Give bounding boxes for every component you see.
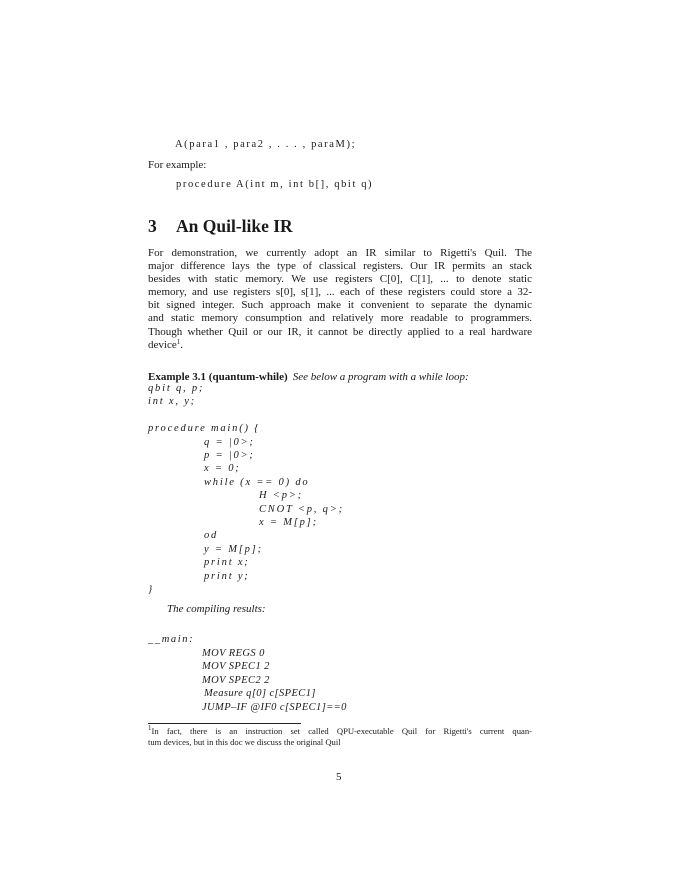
section-title: An Quil-like IR [176,216,293,236]
footnote-marker: 1 [148,724,152,732]
example-header [148,365,469,384]
footnote-ref[interactable]: 1 [176,337,181,346]
paragraph-line: Though whether Quil or our IR, it cannot be directly applied to a real hardware [148,325,532,338]
footnote [148,726,532,748]
code-line: procedure main() { [148,423,261,435]
code-line: print y; [204,570,250,582]
page-number: 5 [336,771,342,783]
code-line: x = 0; [204,463,241,475]
code-line: y = M[p]; [204,543,263,555]
footnote-line [148,726,532,737]
code-line: int x, y; [148,396,196,408]
paragraph-line: device [148,338,177,351]
paragraph-end: . [180,338,183,351]
code-line: od [204,530,219,542]
code-line: print x; [204,557,250,569]
example-label: Example 3.1 (quantum-while) [148,371,288,383]
footnote-rule [148,723,301,724]
paragraph-line: For demonstration, we currently adopt an IR similar to Rigetti's Quil. The [148,247,532,259]
compiled-line: MOV SPEC1 2 [202,661,270,673]
code-line: H <p>; [259,490,303,502]
section-number: 3 [148,216,157,236]
compiled-label: __main: [148,634,195,645]
procedure-example-line: procedure A(int m, int b[], qbit q) [176,179,374,190]
example-description: See below a program with a while loop: [292,371,469,383]
paragraph-line: bit signed integer. Such approach make it convenient to separate the dynamic [148,299,532,312]
code-line: } [148,584,154,595]
paragraph-line: memory, and use registers s[0], s[1], ... each of these registers could store a 32- [148,286,532,299]
compiled-line: Measure q[0] c[SPEC1] [204,688,316,700]
example-intro-label: For example: [148,159,207,171]
code-line: x = M[p]; [259,517,318,528]
paragraph-line: besides with static memory. We use registers C[0], C[1], ... to denote static [148,273,532,286]
paragraph-last-line [148,339,532,352]
compiled-line: MOV SPEC2 2 [202,674,270,686]
paragraph-line: and static memory consumption and relatively more readable to programmers. [148,312,532,325]
code-line: while (x == 0) do [204,476,310,488]
code-line: qbit q, p; [148,383,205,394]
compiled-line: JUMP–IF @IF0 c[SPEC1]==0 [202,701,347,713]
paragraph-line: major difference lays the type of classical registers. Our IR permits an stack [148,260,532,273]
intro-paragraph [148,247,532,352]
code-line: p = |0>; [204,450,255,461]
code-line: q = |0>; [204,436,255,448]
section-heading [148,216,293,237]
compiled-line: MOV REGS 0 [202,648,265,659]
code-line: CNOT <p, q>; [259,503,344,515]
footnote-text: In fact, there is an instruction set called QPU-executable Quil for Rigetti's current quan- [151,726,532,736]
compiling-results-label: The compiling results: [167,603,266,615]
signature-line: A(para1 , para2 , . . . , paraM); [175,139,357,150]
footnote-line: tum devices, but in this doc we discuss the original Quil [148,737,341,747]
